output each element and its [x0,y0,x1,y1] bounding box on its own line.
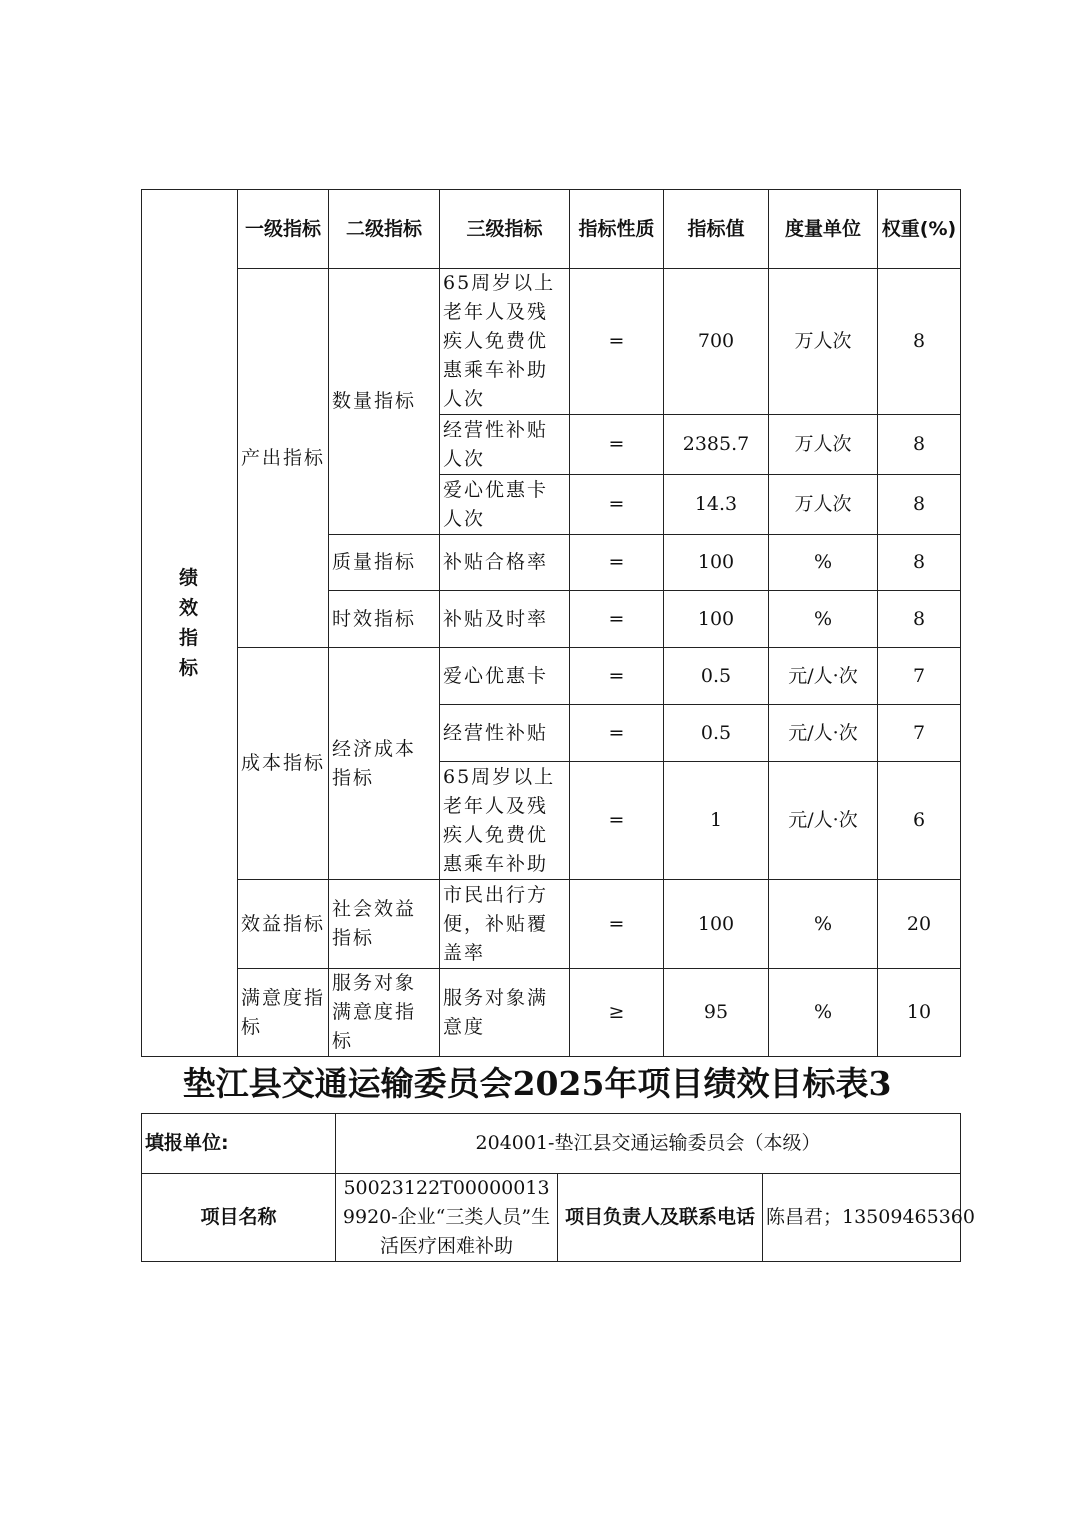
header-level1: 一级指标 [238,190,329,269]
group-benefit: 效益指标 [238,880,329,969]
sub-service-satisfaction: 服务对象满意度指标 [329,969,440,1057]
indicator-value: 100 [664,880,769,969]
indicator-nature: = [570,269,664,415]
performance-indicator-table [141,189,961,1057]
sub-social-benefit: 社会效益指标 [329,880,440,969]
indicator-value: 100 [664,591,769,648]
contact-value: 陈昌君；13509465360 [763,1174,961,1262]
project-info-table [141,1113,975,1262]
project-name-label: 项目名称 [142,1174,336,1262]
header-level3: 三级指标 [440,190,570,269]
indicator-nature: = [570,880,664,969]
header-weight: 权重(%) [878,190,961,269]
sub-timeliness: 时效指标 [329,591,440,648]
indicator-unit: 元/人·次 [769,705,878,762]
indicator-unit: 元/人·次 [769,648,878,705]
page-title: 垫江县交通运输委员会2025年项目绩效目标表3 [182,1064,892,1103]
indicator-unit: 万人次 [769,269,878,415]
indicator-name: 补贴及时率 [440,591,570,648]
indicator-nature: = [570,648,664,705]
group-cost: 成本指标 [238,648,329,880]
table-row [142,648,961,705]
header-nature: 指标性质 [570,190,664,269]
indicator-weight: 8 [878,415,961,475]
indicator-unit: % [769,591,878,648]
indicator-value: 100 [664,535,769,591]
indicator-nature: = [570,762,664,880]
project-name-value: 50023122T000000139920-企业“三类人员”生活医疗困难补助 [336,1174,558,1262]
indicator-name: 爱心优惠卡人次 [440,475,570,535]
table-row [142,269,961,415]
indicator-nature: = [570,535,664,591]
indicator-weight: 8 [878,475,961,535]
indicator-weight: 20 [878,880,961,969]
indicator-unit: 万人次 [769,475,878,535]
indicator-unit: % [769,880,878,969]
indicator-nature: = [570,705,664,762]
indicator-value: 0.5 [664,648,769,705]
indicator-weight: 10 [878,969,961,1057]
indicator-value: 0.5 [664,705,769,762]
indicator-weight: 8 [878,535,961,591]
indicator-value: 95 [664,969,769,1057]
indicator-weight: 8 [878,269,961,415]
indicator-nature: ≥ [570,969,664,1057]
indicator-name: 经营性补贴人次 [440,415,570,475]
group-output: 产出指标 [238,269,329,648]
indicator-value: 2385.7 [664,415,769,475]
sub-quality: 质量指标 [329,535,440,591]
indicator-weight: 6 [878,762,961,880]
indicator-weight: 7 [878,648,961,705]
group-satisfaction: 满意度指标 [238,969,329,1057]
header-unit: 度量单位 [769,190,878,269]
indicator-unit: 元/人·次 [769,762,878,880]
indicator-nature: = [570,591,664,648]
header-value: 指标值 [664,190,769,269]
unit-label: 填报单位: [142,1114,336,1174]
indicator-value: 700 [664,269,769,415]
indicator-unit: % [769,969,878,1057]
sub-quantity: 数量指标 [329,269,440,535]
indicator-nature: = [570,415,664,475]
indicator-weight: 8 [878,591,961,648]
indicator-unit: 万人次 [769,415,878,475]
indicator-value: 14.3 [664,475,769,535]
indicator-nature: = [570,475,664,535]
indicator-name: 65周岁以上老年人及残疾人免费优惠乘车补助人次 [440,269,570,415]
indicator-unit: % [769,535,878,591]
indicator-name: 补贴合格率 [440,535,570,591]
indicator-value: 1 [664,762,769,880]
table-row [142,969,961,1057]
sub-economic-cost: 经济成本指标 [329,648,440,880]
indicator-name: 服务对象满意度 [440,969,570,1057]
side-label: 绩 效 指 标 [142,190,238,1057]
indicator-name: 65周岁以上老年人及残疾人免费优惠乘车补助 [440,762,570,880]
header-level2: 二级指标 [329,190,440,269]
indicator-weight: 7 [878,705,961,762]
indicator-name: 市民出行方便，补贴覆盖率 [440,880,570,969]
table-row [142,880,961,969]
indicator-name: 爱心优惠卡 [440,648,570,705]
indicator-name: 经营性补贴 [440,705,570,762]
contact-label: 项目负责人及联系电话 [558,1174,763,1262]
unit-value: 204001-垫江县交通运输委员会（本级） [336,1114,961,1174]
